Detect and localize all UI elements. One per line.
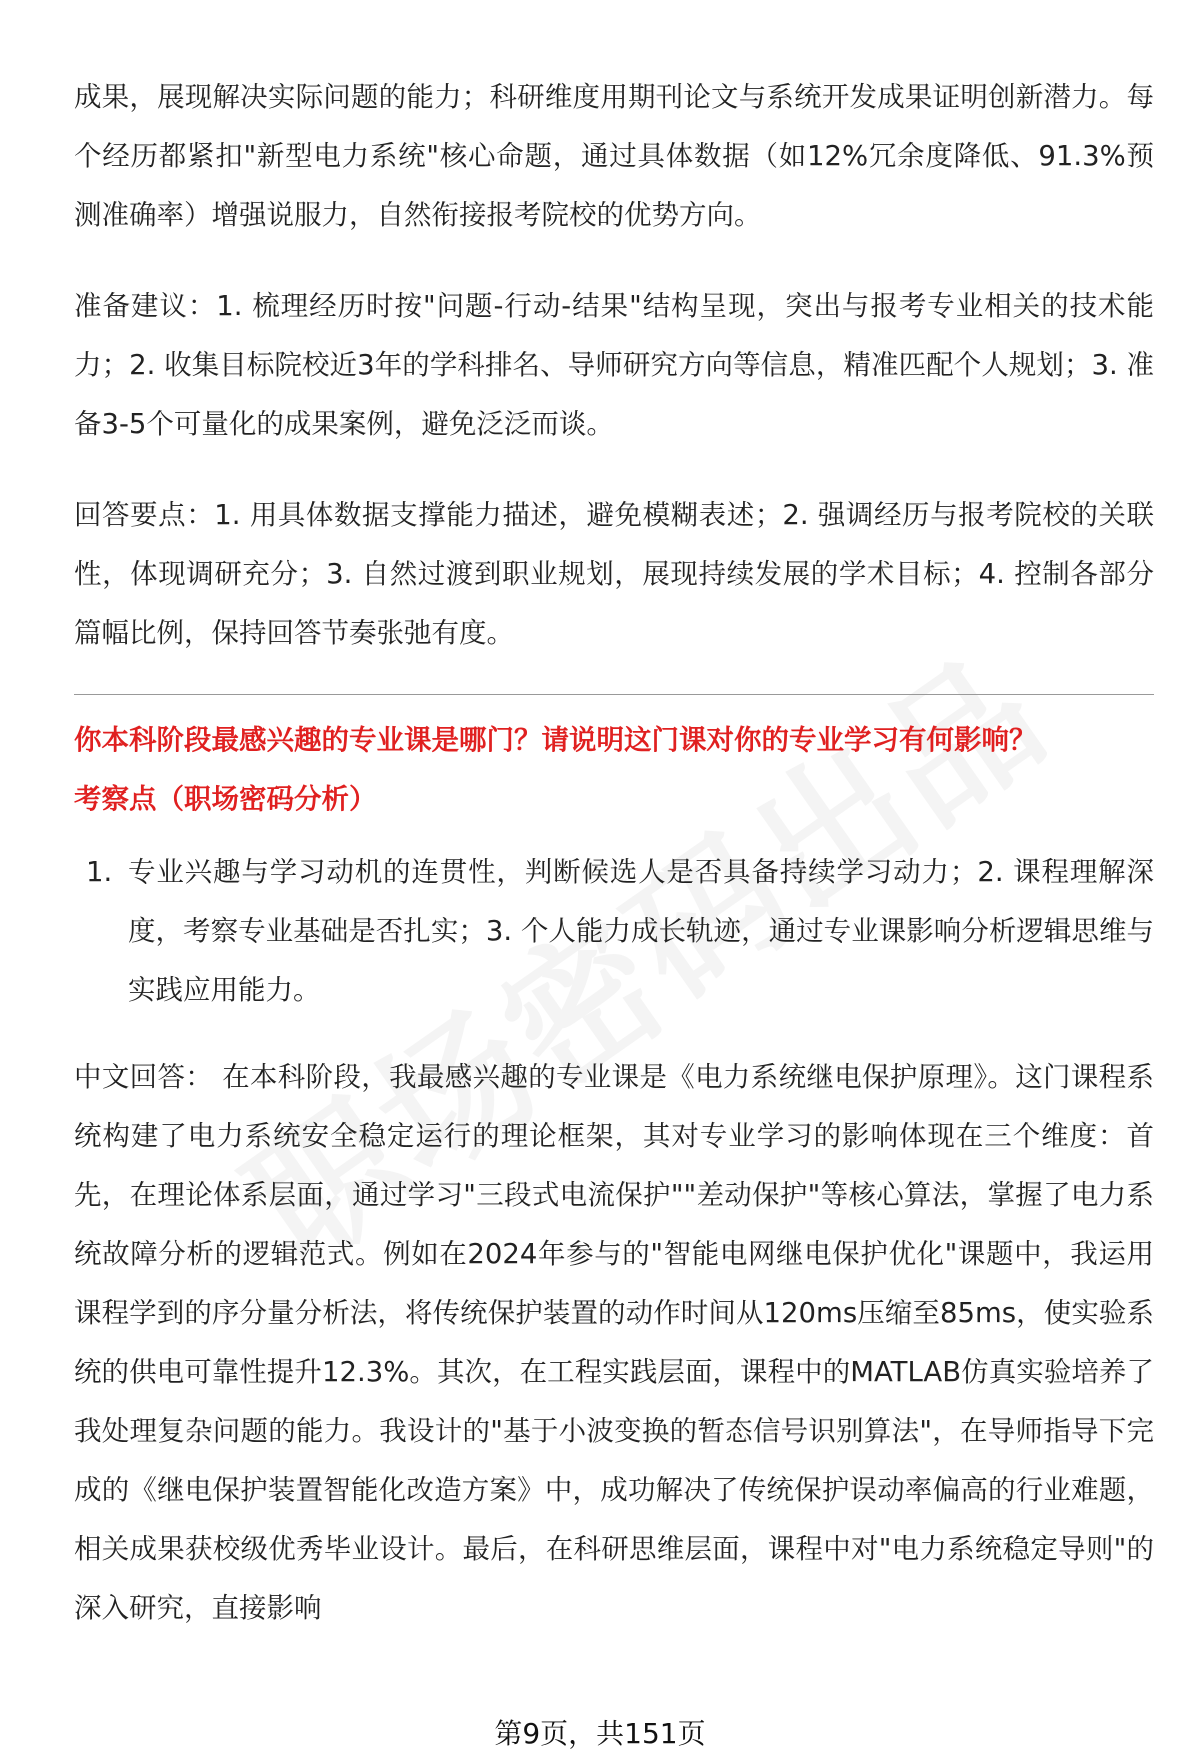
chinese-answer-paragraph: 中文回答： 在本科阶段，我最感兴趣的专业课是《电力系统继电保护原理》。这门课程系统构建了电力系统安全稳定运行的理论框架，其对专业学习的影响体现在三个维度：首先，在理论体系层面，通过学习"三段式电流保护""差动保护"等核心算法，掌握了电力系统故障分析的逻辑范式。例如在2024年参与的"智能电网继电保护优化"课题中，我运用课程学到的序分量分析法，将传统保护装置的动作时间从120ms压缩至85ms，使实验系统的供电可靠性提升12.3%。其次，在工程实践层面，课程中的MATLAB仿真实验培养了我处理复杂问题的能力。我设计的"基于小波变换的暂态信号识别算法"，在导师指导下完成的《继电保护装置智能化改造方案》中，成功解决了传统保护误动率偏高的行业难题，相关成果获校级优秀毕业设计。最后，在科研思维层面，课程中对"电力系统稳定导则"的深入研究，直接影响 bbox=[74, 1061, 1154, 1624]
document-body bbox=[74, 68, 1154, 1638]
exam-points-heading: 考察点（职场密码分析） bbox=[74, 783, 377, 815]
section-divider bbox=[74, 694, 1154, 695]
page-number-footer: 第9页，共151页 bbox=[494, 1717, 706, 1750]
question-title: 你本科阶段最感兴趣的专业课是哪门？请说明这门课对你的专业学习有何影响？ bbox=[74, 724, 1037, 756]
intro-paragraph: 成果，展现解决实际问题的能力；科研维度用期刊论文与系统开发成果证明创新潜力。每个经历都紧扣"新型电力系统"核心命题，通过具体数据（如12%冗余度降低、91.3%预测准确率）增强说服力，自然衔接报考院校的优势方向。 bbox=[74, 81, 1154, 231]
answer-points-paragraph: 回答要点：1. 用具体数据支撑能力描述，避免模糊表述；2. 强调经历与报考院校的关联性，体现调研充分；3. 自然过渡到职业规划，展现持续发展的学术目标；4. 控制各部分篇幅比例，保持回答节奏张弛有度。 bbox=[74, 499, 1154, 649]
prep-advice-paragraph: 准备建议：1. 梳理经历时按"问题-行动-结果"结构呈现，突出与报考专业相关的技术能力；2. 收集目标院校近3年的学科排名、导师研究方向等信息，精准匹配个人规划；3. 准备3-5个可量化的成果案例，避免泛泛而谈。 bbox=[74, 290, 1154, 440]
exam-points-list-item bbox=[74, 843, 1154, 1020]
list-item-number: 1. bbox=[86, 856, 113, 888]
list-item-text: 专业兴趣与学习动机的连贯性，判断候选人是否具备持续学习动力；2. 课程理解深度，考察专业基础是否扎实；3. 个人能力成长轨迹，通过专业课影响分析逻辑思维与实践应用能力。 bbox=[128, 856, 1154, 1006]
